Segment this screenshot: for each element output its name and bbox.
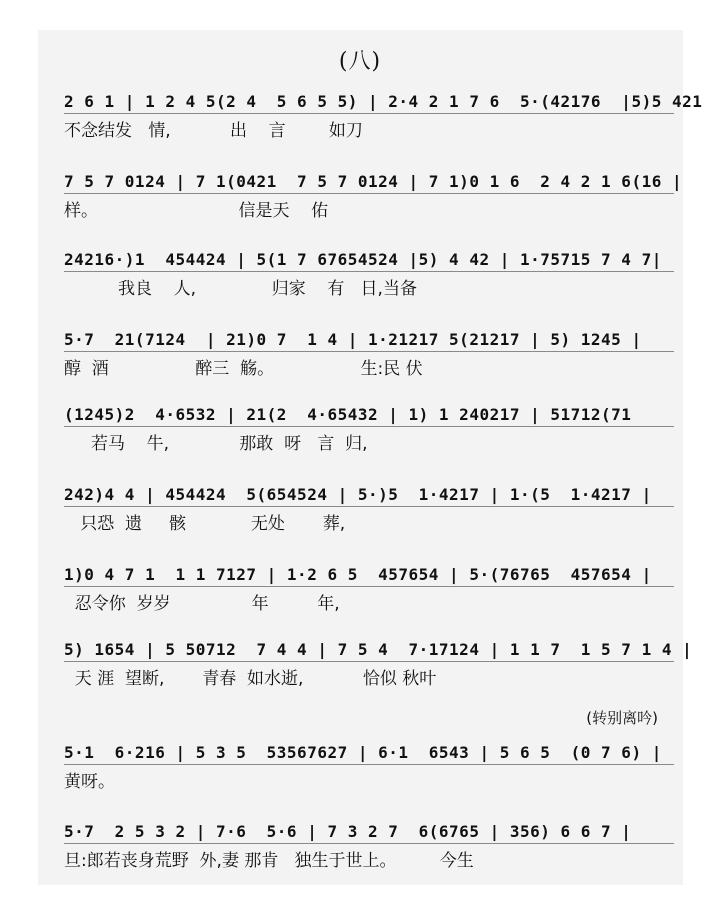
notation-line: 5·7 2 5 3 2 | 7·6 5·6 | 7 3 2 7 6(6765 | 356) 6 6 7 | bbox=[64, 822, 674, 842]
score-line-10 bbox=[64, 822, 674, 872]
section-title: (八) bbox=[338, 49, 382, 74]
notation-line: 5·1 6·216 | 5 3 5 53567627 | 6·1 6543 | 5 6 5 (0 7 6) | bbox=[64, 743, 674, 763]
lyric-line: 不念结发 情, 出 言 如刀 bbox=[64, 121, 363, 141]
lyric-line: 只恐 遗 骸 无处 葬, bbox=[64, 514, 346, 534]
score-line-4 bbox=[64, 330, 674, 380]
notation-line: 2 6 1 | 1 2 4 5(2 4 5 6 5 5) | 2·4 2 1 7 6 5·(42176 |5)5 421 bbox=[64, 92, 703, 111]
lyric-line: 忍令你 岁岁 年 年, bbox=[64, 594, 340, 614]
score-line-7 bbox=[64, 565, 674, 615]
lyric-line: 黄呀。 bbox=[64, 772, 115, 792]
lyric-line: 我良 人, 归家 有 日,当备 bbox=[64, 279, 417, 299]
performance-annotation: (转别离吟) bbox=[586, 709, 658, 727]
score-line-5 bbox=[64, 405, 674, 455]
lyric-line: 醇 酒 醉三 觞。 生:民 伏 bbox=[64, 359, 423, 379]
score-line-3 bbox=[64, 250, 674, 300]
score-line-6 bbox=[64, 485, 674, 535]
notation-line: 242)4 4 | 454424 5(654524 | 5·)5 1·4217 | 1·(5 1·4217 | bbox=[64, 485, 674, 505]
notation-line: 5) 1654 | 5 50712 7 4 4 | 7 5 4 7·17124 | 1 1 7 1 5 7 1 4 | bbox=[64, 640, 693, 659]
notation-line: 1)0 4 7 1 1 1 7127 | 1·2 6 5 457654 | 5·(76765 457654 | bbox=[64, 565, 674, 585]
lyric-line: 旦:郎若丧身荒野 外,妻 那肯 独生于世上。 今生 bbox=[64, 851, 474, 871]
score-line-9 bbox=[64, 743, 674, 793]
lyric-line: 天 涯 望断, 青春 如水逝, 恰似 秋叶 bbox=[64, 669, 437, 689]
notation-line: 24216·)1 454424 | 5(1 7 67654524 |5) 4 42 | 1·75715 7 4 7| bbox=[64, 250, 674, 270]
score-line-2 bbox=[64, 172, 683, 222]
score-line-8 bbox=[64, 640, 693, 690]
lyric-line: 样。 信是天 佑 bbox=[64, 201, 329, 221]
notation-line: 7 5 7 0124 | 7 1(0421 7 5 7 0124 | 7 1)0 1 6 2 4 2 1 6(16 | bbox=[64, 172, 683, 191]
notation-line: (1245)2 4·6532 | 21(2 4·65432 | 1) 1 240217 | 51712(71 bbox=[64, 405, 674, 425]
lyric-line: 若马 牛, 那敢 呀 言 归, bbox=[64, 434, 368, 454]
notation-line: 5·7 21(7124 | 21)0 7 1 4 | 1·21217 5(21217 | 5) 1245 | bbox=[64, 330, 674, 350]
score-line-1 bbox=[64, 92, 703, 142]
